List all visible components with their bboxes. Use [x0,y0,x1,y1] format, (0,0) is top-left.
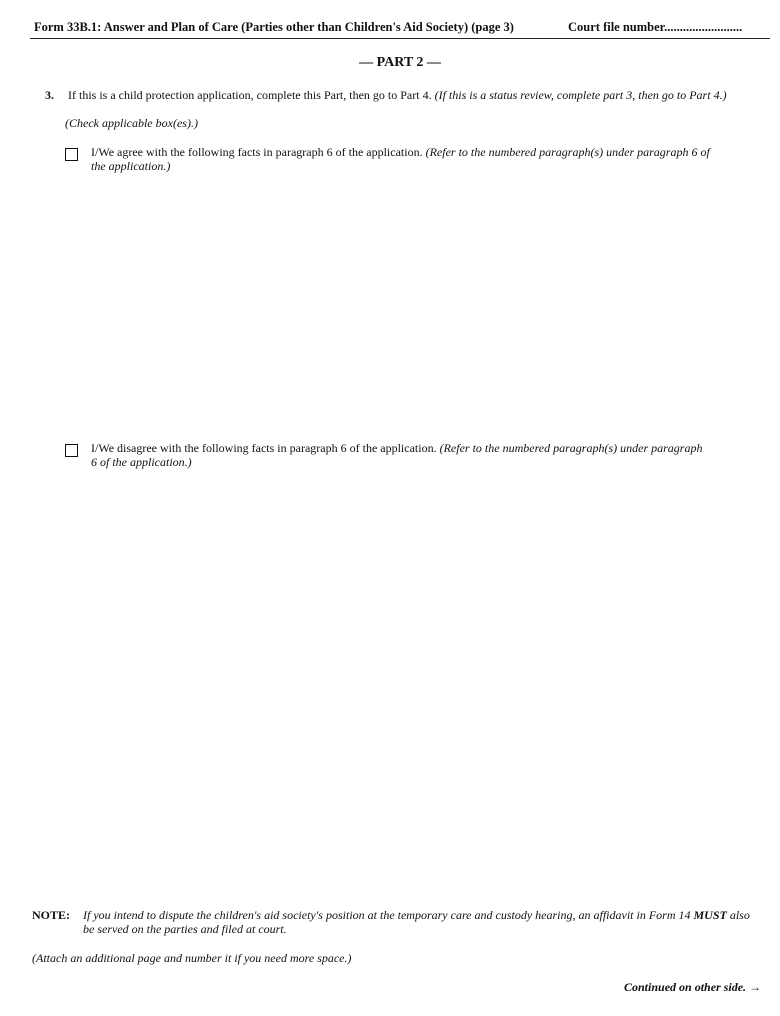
question-text: If this is a child protection application, complete this Part, then go to Part 4. [68,88,432,102]
form-title: Form 33B.1: Answer and Plan of Care (Parties other than Children's Aid Society) (page 3) [34,20,514,34]
disagree-checkbox[interactable] [65,444,78,457]
agree-option [65,146,725,176]
disagree-text: I/We disagree with the following facts in paragraph 6 of the application. [91,441,437,455]
note-emphasis: MUST [693,908,727,922]
question-italic-note: (If this is a status review, complete part 3, then go to Part 4.) [434,88,727,102]
attach-page-note: (Attach an additional page and number it if you need more space.) [32,951,352,965]
note-body [83,908,753,936]
disagree-italic-note: (Refer to the numbered paragraph(s) under paragraph 6 of the application.) [91,441,703,469]
part-title: — PART 2 — [359,55,441,70]
header-divider [30,38,770,39]
note-text-after: also be served on the parties and filed at court. [83,908,750,936]
agree-italic-note: (Refer to the numbered paragraph(s) under paragraph 6 of the application.) [91,145,710,173]
disagree-option [65,442,725,472]
agree-text: I/We agree with the following facts in paragraph 6 of the application. [91,145,423,159]
note-label: NOTE: [32,908,71,922]
disagree-option-text [91,442,711,469]
note-text-before: If you intend to dispute the children's aid society's position at the temporary care and custody hearing, an affidavit in Form 14 [83,908,691,922]
agree-option-text [91,146,711,173]
question-number: 3. [45,88,54,102]
court-file-number-label: Court file number......................... [568,20,743,34]
check-applicable-note: (Check applicable box(es).) [65,116,198,130]
continued-on-other-side: Continued on other side. → [624,980,762,994]
agree-checkbox[interactable] [65,148,78,161]
question-3 [45,88,727,103]
